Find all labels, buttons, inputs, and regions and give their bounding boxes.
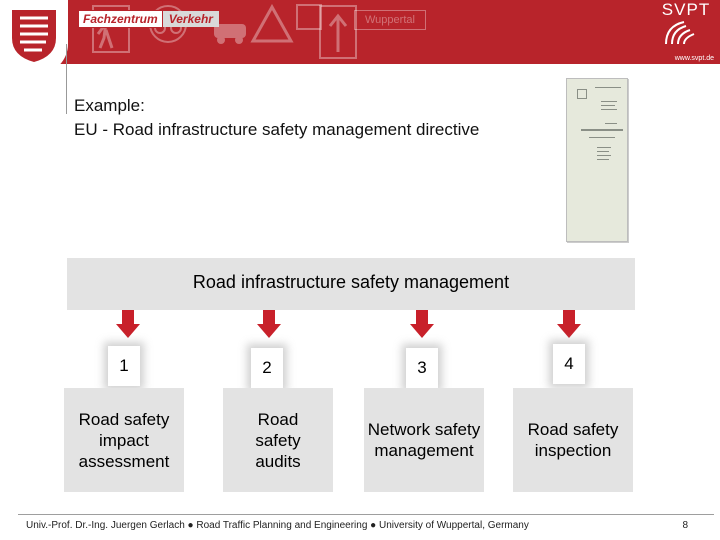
step-box-3 xyxy=(364,388,484,492)
step-box-1 xyxy=(64,388,184,492)
step-label-4: Road safety inspection xyxy=(527,420,619,460)
coat-of-arms-logo xyxy=(0,0,68,74)
footer-divider xyxy=(18,514,714,515)
svpt-logo-text: SVPT xyxy=(661,0,711,19)
parking-sign-icon xyxy=(296,4,322,30)
slide-title xyxy=(74,94,479,142)
step-number-1: 1 xyxy=(108,346,140,386)
step-label-3: Network safety management xyxy=(367,420,481,460)
management-band xyxy=(67,258,635,310)
band-label: Road infrastructure safety management xyxy=(192,272,510,292)
arrow-down-icon xyxy=(410,310,434,338)
step-label-1: Road safety impact assessment xyxy=(78,409,170,471)
brand-label xyxy=(78,10,219,28)
step-label-2: Road safety audits xyxy=(255,409,301,471)
lion-crest-icon xyxy=(6,4,62,64)
divider-line xyxy=(66,44,67,114)
step-number-2: 2 xyxy=(251,348,283,388)
step-box-4 xyxy=(513,388,633,492)
svpt-wave-icon xyxy=(662,20,710,46)
directive-document-thumbnail xyxy=(566,78,628,242)
warning-sign-icon xyxy=(250,4,294,44)
brand-part2: Verkehr xyxy=(163,11,219,27)
step-number-4: 4 xyxy=(553,344,585,384)
arrow-down-icon xyxy=(557,310,581,338)
step-box-2 xyxy=(223,388,333,492)
brand-part1: Fachzentrum xyxy=(78,10,163,28)
arrow-down-icon xyxy=(257,310,281,338)
footer-text: Univ.-Prof. Dr.-Ing. Juergen Gerlach ● Road Traffic Planning and Engineering ● University of Wuppertal, Germany xyxy=(26,520,529,531)
title-line-1: Example: xyxy=(74,96,145,115)
step-number-3: 3 xyxy=(406,348,438,388)
page-number: 8 xyxy=(682,520,688,531)
arrow-down-icon xyxy=(116,310,140,338)
direction-sign-icon xyxy=(318,4,358,60)
title-line-2: EU - Road infrastructure safety management directive xyxy=(74,120,480,139)
city-sign: Wuppertal xyxy=(354,10,426,30)
svpt-logo xyxy=(658,0,714,62)
svpt-url: www.svpt.de xyxy=(674,55,714,62)
